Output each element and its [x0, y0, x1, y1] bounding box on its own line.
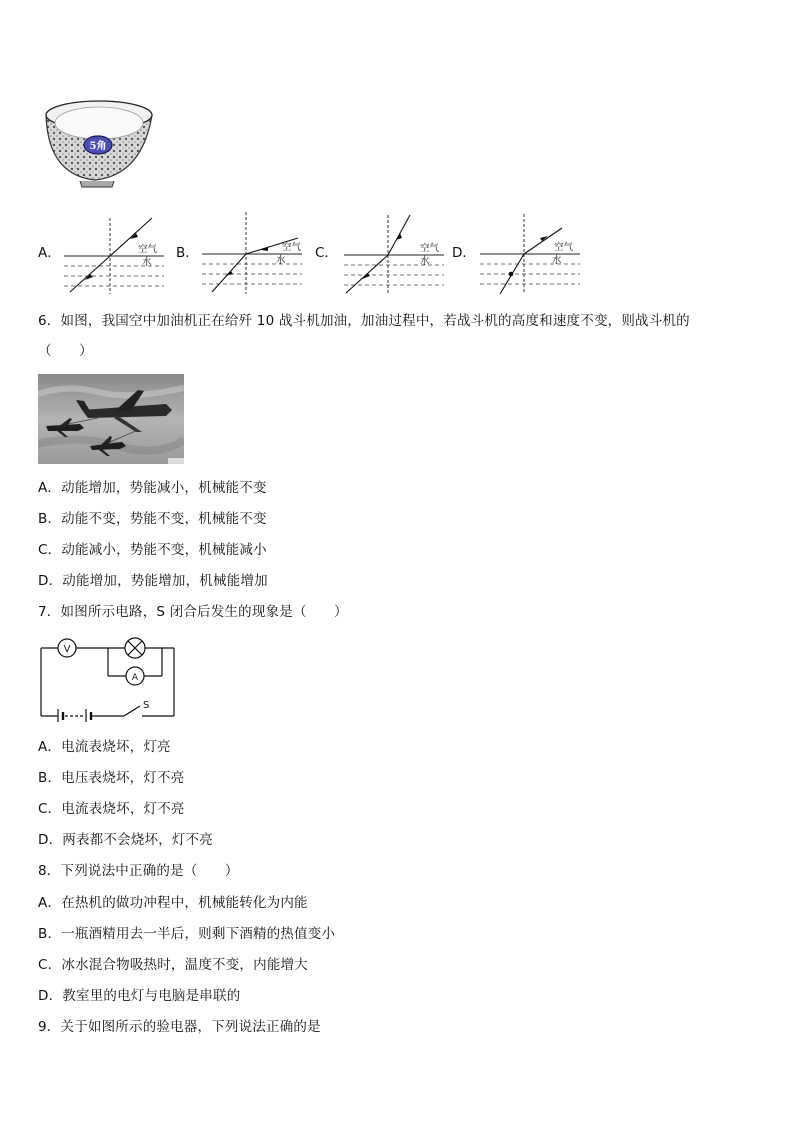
q7-option-d: D．两表都不会烧坏，灯不亮	[38, 832, 213, 848]
q5-d-water-label: 水	[552, 255, 562, 266]
refueling-photo	[38, 374, 184, 464]
q6-option-b: B．动能不变，势能不变，机械能不变	[38, 511, 267, 527]
q6-blank: （ ）	[38, 343, 93, 359]
bowl-coin-figure	[40, 95, 160, 190]
coin-label: 5角	[89, 141, 107, 152]
q7-option-a: A．电流表烧坏，灯亮	[38, 739, 171, 755]
q8-stem: 8．下列说法中正确的是（ ）	[38, 863, 239, 879]
q7-stem: 7．如图所示电路，S 闭合后发生的现象是（ ）	[38, 604, 348, 620]
q8-option-d: D．教室里的电灯与电脑是串联的	[38, 988, 241, 1004]
q5-option-c-diagram	[340, 211, 448, 297]
q5-d-air-label: 空气	[554, 242, 574, 253]
q9-stem: 9．关于如图所示的验电器，下列说法正确的是	[38, 1019, 321, 1035]
q8-option-b: B．一瓶酒精用去一半后，则剩下酒精的热值变小	[38, 926, 336, 942]
q6-stem: 6．如图，我国空中加油机正在给歼 10 战斗机加油，加油过程中，若战斗机的高度和速度不变，则战斗机的	[38, 313, 690, 329]
q5-option-b-letter: B．	[176, 245, 199, 261]
q5-a-air-label: 空气	[138, 244, 158, 255]
q5-option-b-diagram	[198, 208, 308, 296]
q5-option-d-diagram	[476, 210, 584, 296]
ammeter-label: A	[131, 673, 139, 683]
q5-a-water-label: 水	[142, 257, 152, 268]
q7-option-c: C．电流表烧坏，灯不亮	[38, 801, 185, 817]
q7-option-b: B．电压表烧坏，灯不亮	[38, 770, 185, 786]
q6-option-c: C．动能减小，势能不变，机械能减小	[38, 542, 267, 558]
q6-option-d: D．动能增加，势能增加，机械能增加	[38, 573, 268, 589]
q8-option-c: C．冰水混合物吸热时，温度不变，内能增大	[38, 957, 308, 973]
voltmeter-label: V	[63, 644, 71, 655]
q5-c-air-label: 空气	[420, 243, 440, 254]
q5-option-c-letter: C．	[315, 245, 338, 261]
q5-b-water-label: 水	[276, 255, 286, 266]
switch-label: S	[143, 700, 150, 711]
q5-option-d-letter: D．	[452, 245, 476, 261]
q8-option-a: A．在热机的做功冲程中，机械能转化为内能	[38, 895, 308, 911]
circuit-diagram	[36, 632, 180, 722]
q5-option-a-letter: A．	[38, 245, 61, 261]
q5-option-a-diagram	[60, 214, 170, 296]
q5-b-air-label: 空气	[282, 242, 302, 253]
q5-c-water-label: 水	[420, 256, 430, 267]
q6-option-a: A．动能增加，势能减小，机械能不变	[38, 480, 267, 496]
